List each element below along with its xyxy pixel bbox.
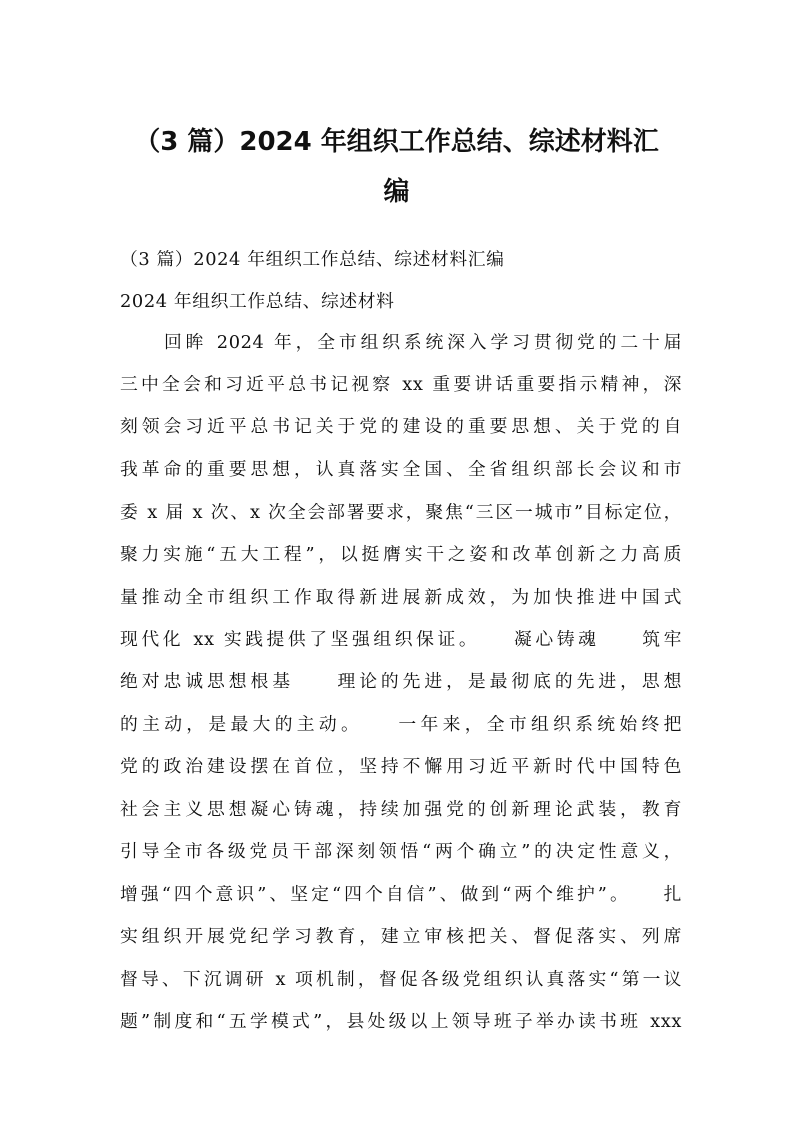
body-line-8: 现代化 xx 实践提供了坚强组织保证。 凝心铸魂 筑牢 [120,629,682,650]
body-line-14: 增强“四个意识”、坚定“四个自信”、做到“两个维护”。 扎 [120,884,682,905]
body-line-13: 引导全市各级党员干部深刻领悟“两个确立”的决定性意义， [120,841,682,862]
body-line-12: 社会主义思想凝心铸魂，持续加强党的创新理论武装，教育 [120,799,682,820]
body-line-10: 的主动，是最大的主动。 一年来，全市组织系统始终把 [120,714,682,735]
body-line-15: 实组织开展党纪学习教育，建立审核把关、督促落实、列席 [120,926,682,947]
body-line-4: 我革命的重要思想，认真落实全国、全省组织部长会议和市 [120,459,682,480]
body-line-2: 三中全会和习近平总书记视察 xx 重要讲话重要指示精神，深 [120,374,682,395]
body-line-11: 党的政治建设摆在首位，坚持不懈用习近平新时代中国特色 [120,756,682,777]
body-line-17: 题”制度和“五学模式”，县处级以上领导班子举办读书班 xxx [120,1011,682,1032]
document-subtitle: （3 篇）2024 年组织工作总结、综述材料汇编 [120,249,505,270]
section-title: 2024 年组织工作总结、综述材料 [120,291,395,312]
body-line-9: 绝对忠诚思想根基 理论的先进，是最彻底的先进，思想 [120,671,682,692]
body-line-5: 委 x 届 x 次、x 次全会部署要求，聚焦“三区一城市”目标定位， [120,502,682,523]
body-line-6: 聚力实施“五大工程”，以挺膺实干之姿和改革创新之力高质 [120,544,682,565]
body-line-16: 督导、下沉调研 x 项机制，督促各级党组织认真落实“第一议 [120,969,682,990]
body-line-3: 刻领会习近平总书记关于党的建设的重要思想、关于党的自 [120,416,682,437]
body-line-1: 回眸 2024 年，全市组织系统深入学习贯彻党的二十届 [164,332,682,353]
body-line-7: 量推动全市组织工作取得新进展新成效，为加快推进中国式 [120,587,682,608]
document-title-line-1: （3 篇）2024 年组织工作总结、综述材料汇 [134,127,659,157]
document-title-line-2: 编 [383,177,410,207]
